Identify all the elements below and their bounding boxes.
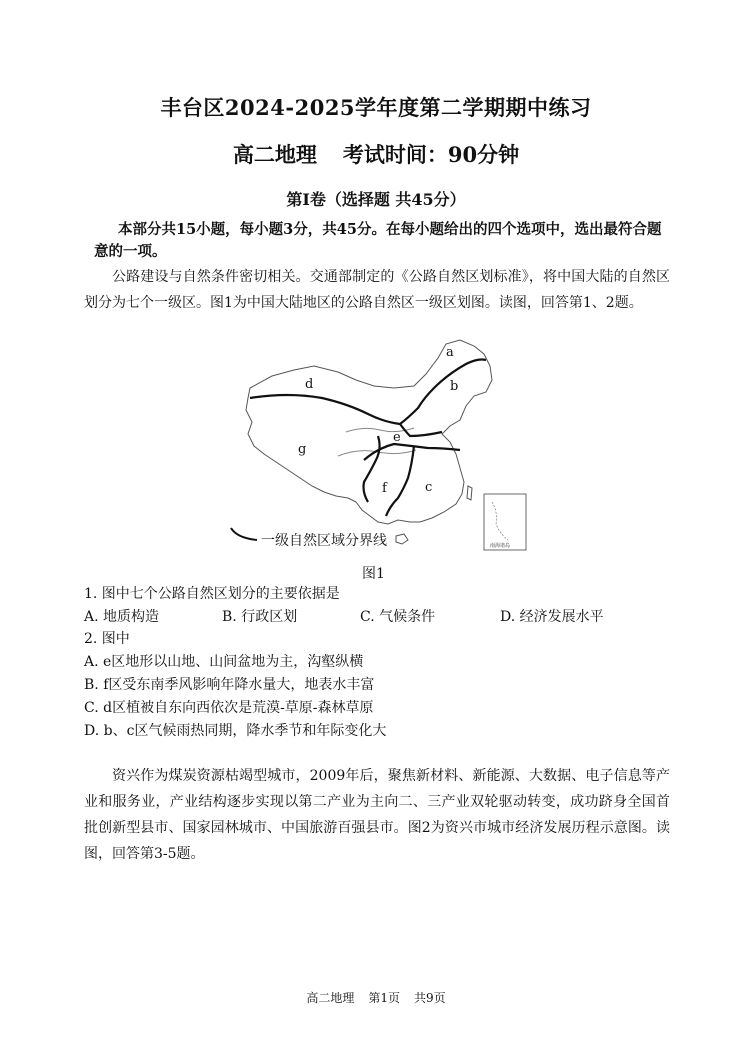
- exam-title: 丰台区2024-2025学年度第二学期期中练习: [160, 95, 592, 120]
- page-footer: [0, 989, 752, 1006]
- region-label-g: g: [298, 442, 307, 457]
- exam-subtitle: [0, 139, 752, 169]
- china-outline: [246, 340, 492, 524]
- q1-option-d: D. 经济发展水平: [500, 609, 604, 625]
- footer-subject: 高二地理: [306, 991, 355, 1005]
- q2-option-d: D. b、c区气候雨热同期，降水季节和年际变化大: [84, 723, 387, 739]
- subject-label: 高二地理: [232, 142, 317, 167]
- figure-caption: 图1: [362, 566, 385, 582]
- south-china-sea-inset: [484, 494, 526, 550]
- taiwan-island: [467, 486, 472, 500]
- section-instruction: 本部分共15小题，每小题3分，共45分。在每小题给出的四个选项中，选出最符合题意的一项。: [94, 221, 662, 260]
- q2-option-b: B. f区受东南季风影响年降水量大，地表水丰富: [84, 677, 375, 693]
- section-title: 第Ⅰ卷（选择题 共45分）: [286, 190, 466, 209]
- q1-option-a: A. 地质构造: [84, 609, 160, 625]
- legend-boundary-icon: [229, 524, 259, 544]
- footer-page: 第1页: [368, 991, 400, 1005]
- map-legend-label: 一级自然区域分界线: [261, 533, 387, 549]
- q1-option-c: C. 气候条件: [360, 609, 436, 625]
- passage-2: 资兴作为煤炭资源枯竭型城市，2009年后，聚焦新材料、新能源、大数据、电子信息等产业和服务业，产业结构逐步实现以第二产业为主向二、三产业双轮驱动转变，成功跻身全国首批创新型县市、国家园林城市、中国旅游百强县市。图2为资兴市城市经济发展历程示意图。读图，回答第3-5题。: [84, 768, 670, 862]
- zone-boundary-sw: [364, 436, 380, 502]
- question-1-stem: 1. 图中七个公路自然区划分的主要依据是: [84, 586, 340, 602]
- region-label-a: a: [446, 345, 454, 360]
- footer-total: 共9页: [414, 991, 446, 1005]
- q2-option-c: C. d区植被自东向西依次是荒漠-草原-森林草原: [84, 700, 374, 716]
- q1-option-b: B. 行政区划: [222, 609, 298, 625]
- passage-1: 公路建设与自然条件密切相关。交通部制定的《公路自然区划标准》，将中国大陆的自然区划分为七个一级区。图1为中国大陆地区的公路自然区一级区划图。读图，回答第1、2题。: [84, 269, 670, 311]
- q2-option-a: A. e区地形以山地、山间盆地为主，沟壑纵横: [84, 654, 364, 670]
- region-label-f: f: [382, 481, 387, 496]
- question-2-stem: 2. 图中: [84, 631, 130, 647]
- inset-label: 南海诸岛: [490, 543, 511, 549]
- region-label-c: c: [425, 480, 433, 495]
- region-label-d: d: [305, 377, 314, 392]
- zone-boundary-south: [386, 446, 414, 516]
- region-label-b: b: [450, 379, 459, 394]
- region-label-e: e: [393, 430, 401, 445]
- exam-time: 考试时间：90分钟: [342, 142, 520, 167]
- hainan-island: [396, 534, 408, 544]
